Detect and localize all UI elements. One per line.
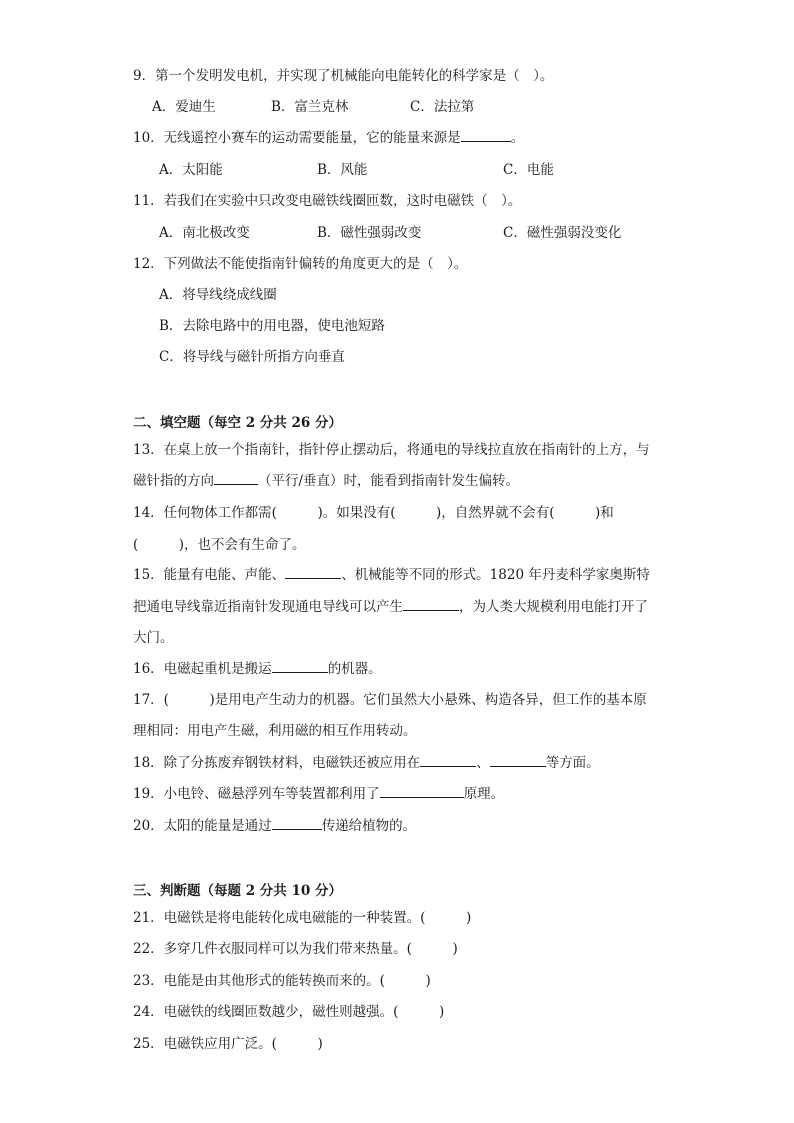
q15-text-a: 15．能量有电能、声能、 [133, 567, 286, 583]
q10-option-a: A．太阳能 [159, 162, 223, 178]
q11-option-c: C．磁性强弱没变化 [503, 225, 622, 241]
q10-option-b: B．风能 [317, 162, 368, 178]
question-16 [133, 660, 382, 678]
q12-option-b: B．去除电路中的用电器，使电池短路 [159, 318, 385, 334]
q16-text-end: 的机器。 [327, 661, 382, 677]
q15-blank-2 [403, 598, 459, 611]
question-13-line2 [133, 472, 519, 490]
q13-text-end: （平行/垂直）时，能看到指南针发生偏转。 [258, 473, 520, 489]
question-15-line1 [133, 566, 650, 584]
q13-text: 磁针指的方向 [133, 473, 214, 489]
section-2-heading: 二、填空题（每空 2 分共 26 分） [133, 415, 342, 431]
q15-blank-1 [285, 566, 341, 579]
q11-option-b: B．磁性强弱改变 [317, 225, 422, 241]
question-21: 21．电磁铁是将电能转化成电磁能的一种装置。( ) [133, 910, 472, 926]
question-15-line3: 大门。 [133, 630, 174, 646]
q18-text-end: 等方面。 [545, 755, 600, 771]
q19-text: 19．小电铃、磁悬浮列车等装置都利用了 [133, 786, 380, 802]
question-14-line2: ( )，也不会有生命了。 [133, 537, 306, 553]
question-23: 23．电能是由其他形式的能转换而来的。( ) [133, 973, 431, 989]
q20-text: 20．太阳的能量是通过 [133, 818, 272, 834]
q20-text-end: 传递给植物的。 [321, 818, 417, 834]
section-3-heading: 三、判断题（每题 2 分共 10 分） [133, 883, 342, 899]
question-9: 9．第一个发明发电机，并实现了机械能向电能转化的科学家是（ ）。 [133, 68, 554, 84]
question-15-line2 [133, 598, 648, 616]
q15-text-c: 把通电导线靠近指南针发现通电导线可以产生 [133, 599, 403, 615]
q12-option-a: A．将导线绕成线圈 [159, 287, 277, 303]
question-13-line1: 13．在桌上放一个指南针，指针停止摆动后，将通电的导线拉直放在指南针的上方，与 [133, 442, 650, 458]
q16-blank [272, 660, 328, 673]
q9-option-c: C．法拉第 [410, 99, 475, 115]
question-19 [133, 785, 504, 803]
q10-blank [461, 129, 511, 142]
q19-blank [380, 785, 464, 798]
question-17-line2: 理相同：用电产生磁，利用磁的相互作用转动。 [133, 723, 417, 739]
q15-text-b: 、机械能等不同的形式。1820 年丹麦科学家奥斯特 [341, 567, 650, 583]
q13-blank [214, 472, 258, 485]
q9-option-b: B．富兰克林 [271, 99, 349, 115]
question-24: 24．电磁铁的线圈匝数越少，磁性则越强。( ) [133, 1004, 445, 1020]
q18-blank-1 [420, 754, 476, 767]
q15-text-d: ，为人类大规模利用电能打开了 [459, 599, 648, 615]
q18-sep: 、 [476, 755, 490, 771]
question-25: 25．电磁铁应用广泛。( ) [133, 1036, 323, 1052]
q18-text: 18．除了分拣废弃钢铁材料，电磁铁还被应用在 [133, 755, 421, 771]
q10-option-c: C．电能 [503, 162, 554, 178]
q12-option-c: C．将导线与磁针所指方向垂直 [159, 349, 345, 365]
question-20 [133, 817, 416, 835]
q10-text: 10．无线遥控小赛车的运动需要能量，它的能量来源是 [133, 130, 461, 146]
question-17-line1: 17．( )是用电产生动力的机器。它们虽然大小悬殊、构造各异，但工作的基本原 [133, 692, 647, 708]
q19-text-end: 原理。 [463, 786, 505, 802]
q11-option-a: A．南北极改变 [159, 225, 250, 241]
question-14-line1: 14．任何物体工作都需( )。如果没有( )，自然界就不会有( )和 [133, 505, 614, 521]
question-18 [133, 754, 600, 772]
q16-text: 16．电磁起重机是搬运 [133, 661, 272, 677]
question-12: 12．下列做法不能使指南针偏转的角度更大的是（ ）。 [133, 256, 468, 272]
q10-end: 。 [510, 130, 525, 146]
q20-blank [272, 817, 322, 830]
question-10 [133, 129, 524, 147]
question-22: 22．多穿几件衣服同样可以为我们带来热量。( ) [133, 941, 458, 957]
q18-blank-2 [490, 754, 546, 767]
question-11: 11．若我们在实验中只改变电磁铁线圈匝数，这时电磁铁（ ）。 [133, 193, 522, 209]
q9-option-a: A．爱迪生 [152, 99, 216, 115]
